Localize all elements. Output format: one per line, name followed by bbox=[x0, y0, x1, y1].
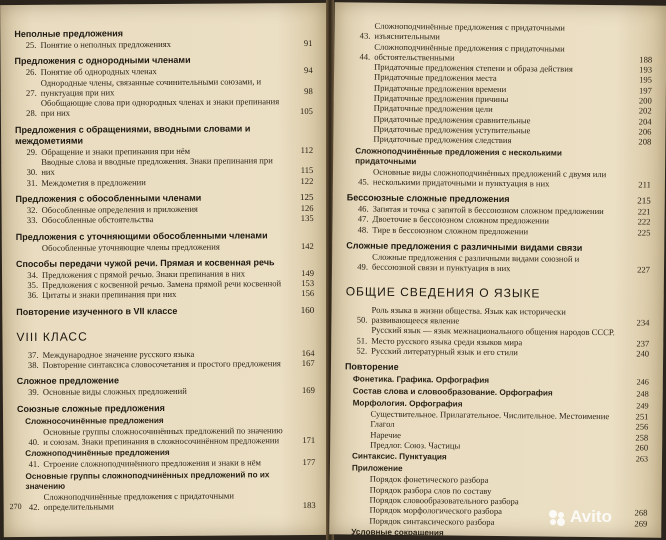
entry-title: Цитаты и знаки препинания при них bbox=[42, 289, 177, 301]
subheading-title: Основные группы сложноподчинённых предложений по их значению bbox=[25, 469, 270, 491]
entry-title: Строение сложноподчинённого предложения и знаки в нём bbox=[43, 457, 261, 470]
page-ref: 248 bbox=[636, 389, 649, 399]
page-ref: 240 bbox=[636, 348, 650, 359]
entry-title: Вводные слова и вводные предложения. Знаки препинания при них bbox=[41, 155, 273, 178]
left-page bbox=[0, 3, 330, 537]
page-ref: 268 bbox=[634, 507, 648, 518]
entry-title: Международное значение русского языка bbox=[42, 348, 195, 360]
toc-subheading bbox=[345, 387, 649, 400]
avito-dots-icon bbox=[548, 509, 566, 527]
subheading-title: Условные сокращения bbox=[351, 527, 444, 538]
entry-number: 51. bbox=[356, 335, 368, 346]
entry-title: Сложноподчинённые предложения с придаточными определительными bbox=[43, 490, 234, 512]
page-ref: 202 bbox=[638, 105, 652, 116]
entry-number: 38. bbox=[27, 359, 39, 371]
page-ref: 156 bbox=[301, 288, 315, 299]
toc-entry bbox=[347, 166, 651, 190]
entry-title: Повторение синтаксиса словосочетания и простого предложения bbox=[42, 358, 281, 370]
page-ref: 126 bbox=[300, 202, 314, 214]
toc-entry bbox=[18, 489, 316, 512]
page-ref: 237 bbox=[636, 337, 650, 349]
subheading-title: Сложноподчинённые предложения bbox=[25, 448, 170, 459]
page-ref bbox=[620, 487, 648, 498]
watermark-text: Avito bbox=[570, 507, 612, 526]
entry-number: 41. bbox=[28, 459, 40, 470]
page-ref: 206 bbox=[638, 126, 652, 137]
toc-entry bbox=[17, 385, 315, 397]
toc-entry bbox=[15, 176, 313, 188]
entry-title: Обособленные уточняющие члены предложения bbox=[41, 241, 220, 253]
entry-number: 44. bbox=[359, 51, 371, 62]
subheading-title: Фонетика. Графика. Орфография bbox=[352, 374, 490, 386]
entry-number: 34. bbox=[27, 269, 39, 280]
page-ref bbox=[287, 415, 315, 425]
toc-entry bbox=[17, 457, 315, 469]
subheading-title: Состав слова и словообразование. Орфография bbox=[352, 386, 553, 398]
page-ref bbox=[287, 469, 315, 489]
page-ref: 246 bbox=[636, 377, 649, 387]
toc-entry bbox=[15, 96, 313, 119]
entry-number: 52. bbox=[356, 345, 368, 356]
entry-title: Русский литературный язык и его стили bbox=[371, 345, 518, 358]
section-title: Предложения с однородными членами bbox=[14, 55, 191, 67]
toc-part-title: ОБЩИЕ СВЕДЕНИЯ О ЯЗЫКЕ bbox=[345, 284, 541, 301]
entry-title: Понятие об однородных членах bbox=[40, 66, 157, 78]
entry-title: Сложные предложения с различными видами союзной и бессоюзной связи и пунктуация в них bbox=[371, 251, 580, 274]
page-ref: 256 bbox=[635, 421, 649, 433]
page-ref: 193 bbox=[639, 64, 653, 75]
entry-title: Сложноподчинённые предложения с придаточными обстоятельственными bbox=[374, 41, 565, 63]
page-ref: 263 bbox=[635, 454, 649, 464]
page-ref: 197 bbox=[638, 85, 652, 96]
entry-title: Двоеточие в бессоюзном сложном предложении bbox=[372, 214, 550, 226]
page-ref: 221 bbox=[637, 206, 651, 217]
page-ref: 149 bbox=[301, 267, 315, 278]
entry-number: 46. bbox=[357, 203, 369, 214]
page-ref: 98 bbox=[304, 85, 313, 96]
page-ref bbox=[287, 447, 315, 457]
page-ref bbox=[620, 467, 648, 477]
entry-title: Порядок синтаксического разбора bbox=[369, 515, 495, 527]
entry-title: Обособленные определения и приложения bbox=[41, 203, 198, 215]
page-ref: 142 bbox=[300, 240, 314, 251]
entry-title: Придаточные предложения уступительные bbox=[373, 123, 531, 136]
page-ref: 112 bbox=[300, 144, 314, 155]
page-ref: 105 bbox=[299, 106, 313, 117]
toc-entry bbox=[16, 241, 314, 253]
subheading-title: Сложноподчинённые предложения с несколькими придаточными bbox=[355, 146, 562, 166]
entry-number: 31. bbox=[26, 177, 38, 188]
page-ref: 164 bbox=[301, 347, 315, 358]
entry-title: Придаточные предложения места bbox=[373, 72, 497, 84]
toc-entry bbox=[16, 288, 314, 300]
section-title: Неполные предложения bbox=[14, 28, 124, 40]
section-title: Сложное предложение bbox=[16, 375, 119, 387]
entry-title: Сложноподчинённые предложения с придаточными изъяснительными bbox=[374, 20, 565, 42]
toc-section-heading bbox=[345, 362, 649, 376]
entry-title: Придаточные предложения цели bbox=[373, 103, 493, 115]
section-title: Сложные предложения с различными видами связи bbox=[346, 240, 583, 253]
page-ref: 211 bbox=[638, 179, 651, 190]
right-toc bbox=[343, 20, 652, 537]
page-ref: 160 bbox=[300, 304, 315, 315]
page-ref: 153 bbox=[301, 278, 315, 289]
entry-number: 33. bbox=[26, 215, 38, 226]
entry-title: Придаточные предложения причины bbox=[373, 92, 509, 105]
page-ref bbox=[620, 477, 648, 488]
page-ref: 225 bbox=[637, 227, 651, 238]
page-ref: 234 bbox=[636, 317, 650, 328]
toc-part-title: VIII КЛАСС bbox=[16, 329, 88, 344]
entry-title: Запятая и точка с запятой в бессоюзном сложном предложении bbox=[372, 203, 604, 217]
entry-title: Предлог. Союз. Частицы bbox=[370, 439, 461, 451]
toc-subheading bbox=[345, 375, 649, 388]
toc-section-heading bbox=[17, 402, 315, 415]
entry-title: Русский язык — язык межнационального общения народов СССР. Место русского языка среди языков мира bbox=[371, 324, 615, 347]
entry-number: 29. bbox=[26, 146, 38, 157]
entry-title: Порядок разбора слов по составу bbox=[369, 484, 492, 496]
page-ref: 115 bbox=[300, 165, 314, 176]
toc-entry bbox=[15, 76, 313, 99]
entry-title: Однородные члены, связанные сочинительными союзами, и пунктуация при них bbox=[40, 75, 262, 98]
page-ref: 91 bbox=[303, 37, 313, 49]
entry-title: Порядок фонетического разбора bbox=[369, 473, 489, 486]
toc-entry bbox=[345, 345, 649, 358]
left-toc bbox=[14, 21, 315, 512]
entry-title: Придаточные предложения времени bbox=[373, 82, 507, 94]
entry-number: 49. bbox=[357, 261, 369, 272]
entry-number: 43. bbox=[359, 30, 371, 41]
entry-number: 45. bbox=[358, 176, 369, 187]
entry-title: Обособленные обстоятельства bbox=[41, 214, 154, 226]
toc-subheading bbox=[344, 452, 648, 465]
section-title: Предложения с уточняющими обособленными членами bbox=[15, 229, 268, 242]
entry-title: Придаточные предложения следствия bbox=[373, 133, 512, 146]
page-ref: 227 bbox=[637, 264, 651, 275]
entry-number: 37. bbox=[27, 349, 39, 360]
entry-number: 48. bbox=[357, 224, 369, 235]
entry-title: Предложения с косвенной речью. Замена прямой речи косвенной bbox=[42, 278, 282, 291]
toc-section-heading bbox=[16, 305, 314, 318]
entry-title: Обращение и знаки препинания при нём bbox=[41, 145, 191, 157]
page-ref: 125 bbox=[299, 191, 314, 203]
toc-entry bbox=[14, 38, 312, 50]
entry-title: Междометия в предложении bbox=[41, 176, 146, 188]
subheading-title: Синтаксис. Пунктуация bbox=[351, 451, 447, 462]
page-ref: 135 bbox=[300, 213, 314, 224]
page-ref: 269 bbox=[634, 517, 648, 529]
page-ref: 251 bbox=[635, 411, 649, 422]
section-title: Союзные сложные предложения bbox=[16, 402, 165, 414]
entry-title: Глагол bbox=[370, 419, 395, 430]
page-ref: 260 bbox=[635, 442, 649, 453]
entry-number: 27. bbox=[25, 87, 37, 98]
entry-title: Основные виды сложных предложений bbox=[42, 386, 187, 398]
page-ref bbox=[623, 149, 651, 169]
entry-title: Основные группы сложносочинённых предложений по значению и союзам. Знаки препинания в сложносочинённом предложении bbox=[43, 424, 283, 447]
page-ref: 249 bbox=[636, 401, 649, 411]
page-number: 270 bbox=[9, 502, 22, 512]
entry-number: 36. bbox=[27, 290, 39, 301]
toc-entry bbox=[15, 155, 313, 178]
entry-title: Порядок словообразовательного разбора bbox=[369, 494, 519, 507]
page-ref: 183 bbox=[302, 499, 316, 510]
page-ref: 122 bbox=[300, 175, 314, 186]
entry-number: 39. bbox=[28, 387, 39, 398]
entry-title: Порядок морфологического разбора bbox=[369, 504, 503, 517]
avito-watermark bbox=[548, 504, 656, 530]
entry-title: Роль языка в жизни общества. Язык как исторически развивающееся явление bbox=[371, 304, 566, 326]
entry-title: Предложения с прямой речью. Знаки препинания в них bbox=[41, 268, 246, 280]
section-title: Предложения с обращениями, вводными словами и междометиями bbox=[14, 123, 251, 146]
page-ref: 215 bbox=[637, 195, 651, 206]
entry-title: Тире в бессоюзном сложном предложении bbox=[372, 224, 529, 237]
section-title: Повторение bbox=[344, 361, 399, 373]
toc-entry bbox=[346, 224, 650, 237]
entry-number: 28. bbox=[26, 108, 37, 119]
toc-entry bbox=[17, 358, 315, 370]
page-ref: 208 bbox=[638, 136, 652, 147]
entry-number: 47. bbox=[357, 213, 369, 225]
entry-title: Придаточные предложения степени и образа действия bbox=[374, 61, 573, 74]
toc-entry bbox=[346, 251, 650, 275]
entry-number: 40. bbox=[28, 436, 40, 447]
page-ref: 204 bbox=[638, 116, 652, 127]
entry-number: 25. bbox=[25, 39, 37, 50]
subheading-title: Сложносочинённые предложения bbox=[25, 415, 164, 426]
section-title: Способы передачи чужой речи. Прямая и косвенная речь bbox=[15, 257, 275, 269]
page-ref: 200 bbox=[638, 95, 652, 106]
page-ref bbox=[619, 530, 647, 538]
entry-number: 35. bbox=[27, 280, 39, 291]
page-ref: 171 bbox=[302, 434, 316, 445]
entry-title: Понятие о неполных предложениях bbox=[40, 38, 172, 50]
entry-number: 42. bbox=[28, 501, 40, 512]
toc-subheading bbox=[17, 469, 315, 491]
entry-number: 50. bbox=[356, 314, 368, 325]
page-ref: 177 bbox=[302, 457, 316, 468]
entry-number: 26. bbox=[25, 67, 37, 78]
right-page bbox=[329, 2, 666, 537]
section-title: Повторение изученного в VII классе bbox=[16, 305, 178, 317]
toc-section-heading bbox=[15, 123, 313, 147]
page-ref: 94 bbox=[303, 65, 313, 76]
page-ref: 222 bbox=[637, 216, 651, 228]
page-ref: 258 bbox=[635, 432, 649, 443]
toc-entry bbox=[347, 134, 651, 147]
entry-title: Придаточные предложения сравнительные bbox=[373, 113, 531, 126]
page-ref: 167 bbox=[301, 358, 315, 369]
toc-entry bbox=[344, 439, 648, 452]
page-ref: 188 bbox=[639, 54, 653, 65]
entry-number: 32. bbox=[26, 204, 38, 215]
page-ref: 169 bbox=[301, 385, 315, 396]
entry-number: 30. bbox=[26, 167, 38, 178]
page-ref: 195 bbox=[639, 74, 653, 86]
section-title: Предложения с обособленными членами bbox=[15, 192, 202, 205]
subheading-title: Приложение bbox=[351, 463, 403, 474]
entry-title: Существительное. Прилагательное. Числительное. Местоимение bbox=[370, 408, 610, 422]
entry-title: Основные виды сложноподчинённых предложений с двумя или несколькими придаточными и пунктуация в них bbox=[372, 166, 607, 189]
section-title: Бессоюзные сложные предложения bbox=[346, 192, 510, 205]
subheading-title: Морфология. Орфография bbox=[352, 398, 463, 409]
toc-entry bbox=[17, 425, 315, 448]
toc-entry bbox=[16, 213, 314, 225]
entry-title: Наречие bbox=[370, 429, 401, 440]
entry-title: Обобщающие слова при однородных членах и знаки препинания при них bbox=[40, 96, 280, 119]
